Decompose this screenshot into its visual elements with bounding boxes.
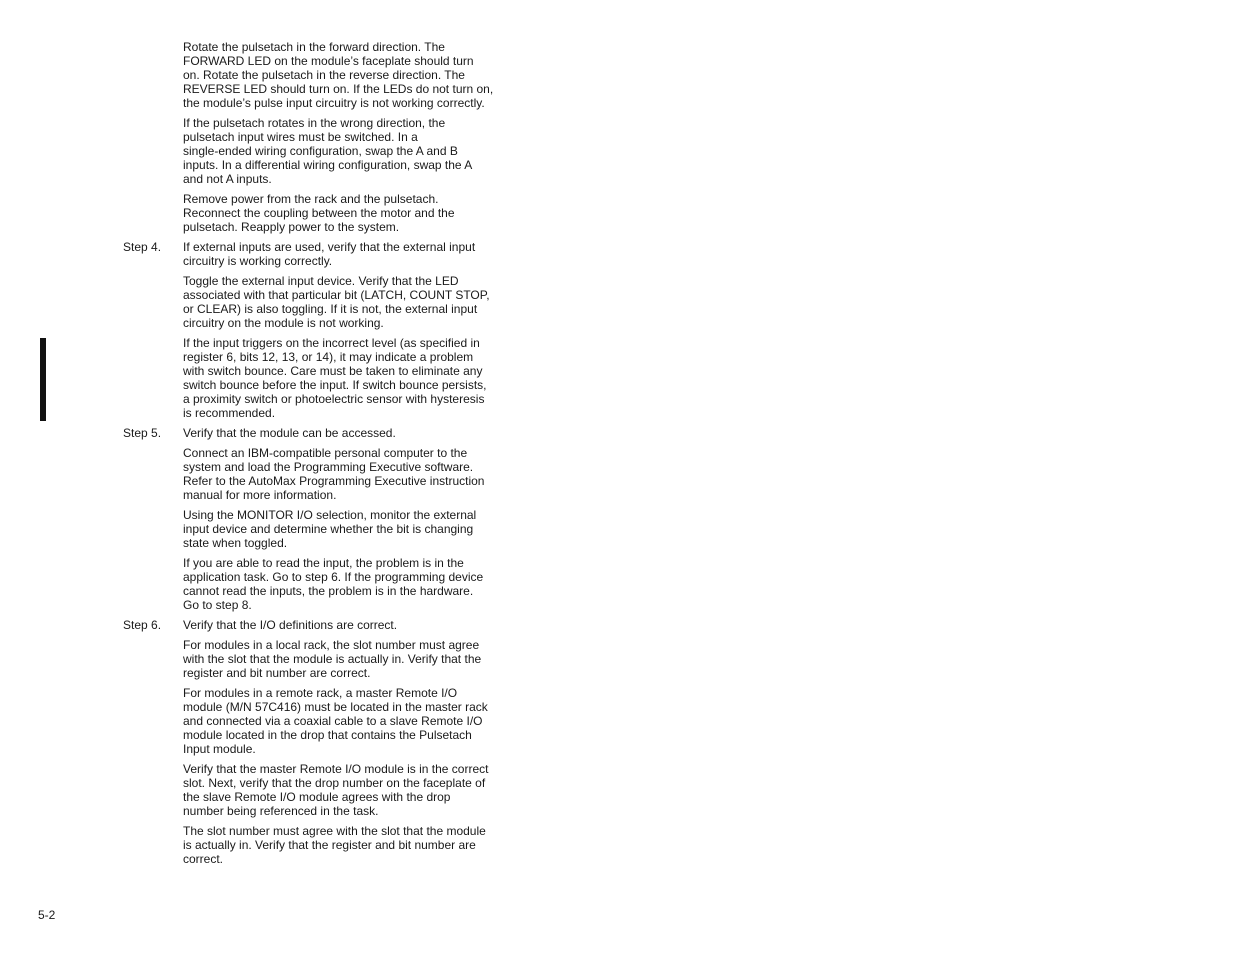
step-5 — [123, 426, 513, 440]
paragraph-15 — [123, 824, 513, 866]
paragraph-text: Verify that the I/O definitions are correct. — [183, 618, 398, 632]
paragraph-5 — [123, 274, 513, 330]
paragraph-3 — [123, 192, 513, 234]
paragraph-text: Toggle the external input device. Verify that the LED associated with that particular bit (LATCH, COUNT STOP, or CLEAR) is also toggling. If it is not, the external input circuitry on the module is not working. — [183, 274, 490, 330]
paragraph-text: If the pulsetach rotates in the wrong direction, the pulsetach input wires must be switched. In a single-ended wiring configuration, swap the A and B inputs. In a differential wiring configuration, swap the A and not A inputs. — [183, 116, 473, 186]
paragraph-12 — [123, 638, 513, 680]
paragraph-text: Verify that the master Remote I/O module is in the correct slot. Next, verify that the drop number on the faceplate of the slave Remote I/O module agrees with the drop number being referenced in the task. — [183, 762, 489, 818]
paragraph-text: If external inputs are used, verify that the external input circuitry is working correctly. — [183, 240, 476, 268]
step-label: Step 4. — [123, 240, 162, 254]
paragraph-text: The slot number must agree with the slot that the module is actually in. Verify that the register and bit number are correct. — [183, 824, 486, 866]
paragraph-10 — [123, 556, 513, 612]
paragraph-text: Using the MONITOR I/O selection, monitor the external input device and determine whether the bit is changing state when toggled. — [183, 508, 477, 550]
paragraph-14 — [123, 762, 513, 818]
paragraph-text: For modules in a local rack, the slot number must agree with the slot that the module is actually in. Verify that the register and bit number are correct. — [183, 638, 482, 680]
revision-change-bar — [40, 338, 46, 421]
page-number: 5-2 — [38, 908, 56, 922]
paragraph-9 — [123, 508, 513, 550]
paragraph-8 — [123, 446, 513, 502]
step-4 — [123, 240, 513, 268]
paragraph-text: Connect an IBM-compatible personal computer to the system and load the Programming Executive software. Refer to the AutoMax Programming Executive instruction manual for more information. — [183, 446, 485, 502]
paragraph-6 — [123, 336, 513, 420]
step-label: Step 6. — [123, 618, 162, 632]
step-6 — [123, 618, 513, 632]
step-label: Step 5. — [123, 426, 162, 440]
paragraph-text: Rotate the pulsetach in the forward direction. The FORWARD LED on the module’s faceplate should turn on. Rotate the pulsetach in the reverse direction. The REVERSE LED should turn on. If the LEDs do not turn on, the module’s pulse input circuitry is not working correctly. — [183, 40, 494, 110]
paragraph-text: For modules in a remote rack, a master Remote I/O module (M/N 57C416) must be located in the master rack and connected via a coaxial cable to a slave Remote I/O module located in the drop that contains the Pulsetach Input module. — [183, 686, 488, 756]
paragraph-2 — [123, 116, 513, 186]
paragraph-1 — [123, 40, 513, 110]
paragraph-text: If you are able to read the input, the problem is in the application task. Go to step 6. If the programming device cannot read the inputs, the problem is in the hardware. Go to step 8. — [183, 556, 484, 612]
paragraph-text: Remove power from the rack and the pulsetach. Reconnect the coupling between the motor and the pulsetach. Reapply power to the system. — [183, 192, 455, 234]
paragraph-text: If the input triggers on the incorrect level (as specified in register 6, bits 12, 13, or 14), it may indicate a problem with switch bounce. Care must be taken to eliminate any switch bounce before the input. If switch bounce persists, a proximity switch or photoelectric sensor with hysteresis is recommended. — [183, 336, 487, 420]
page-content — [123, 40, 513, 866]
paragraph-13 — [123, 686, 513, 756]
paragraph-text: Verify that the module can be accessed. — [183, 426, 396, 440]
